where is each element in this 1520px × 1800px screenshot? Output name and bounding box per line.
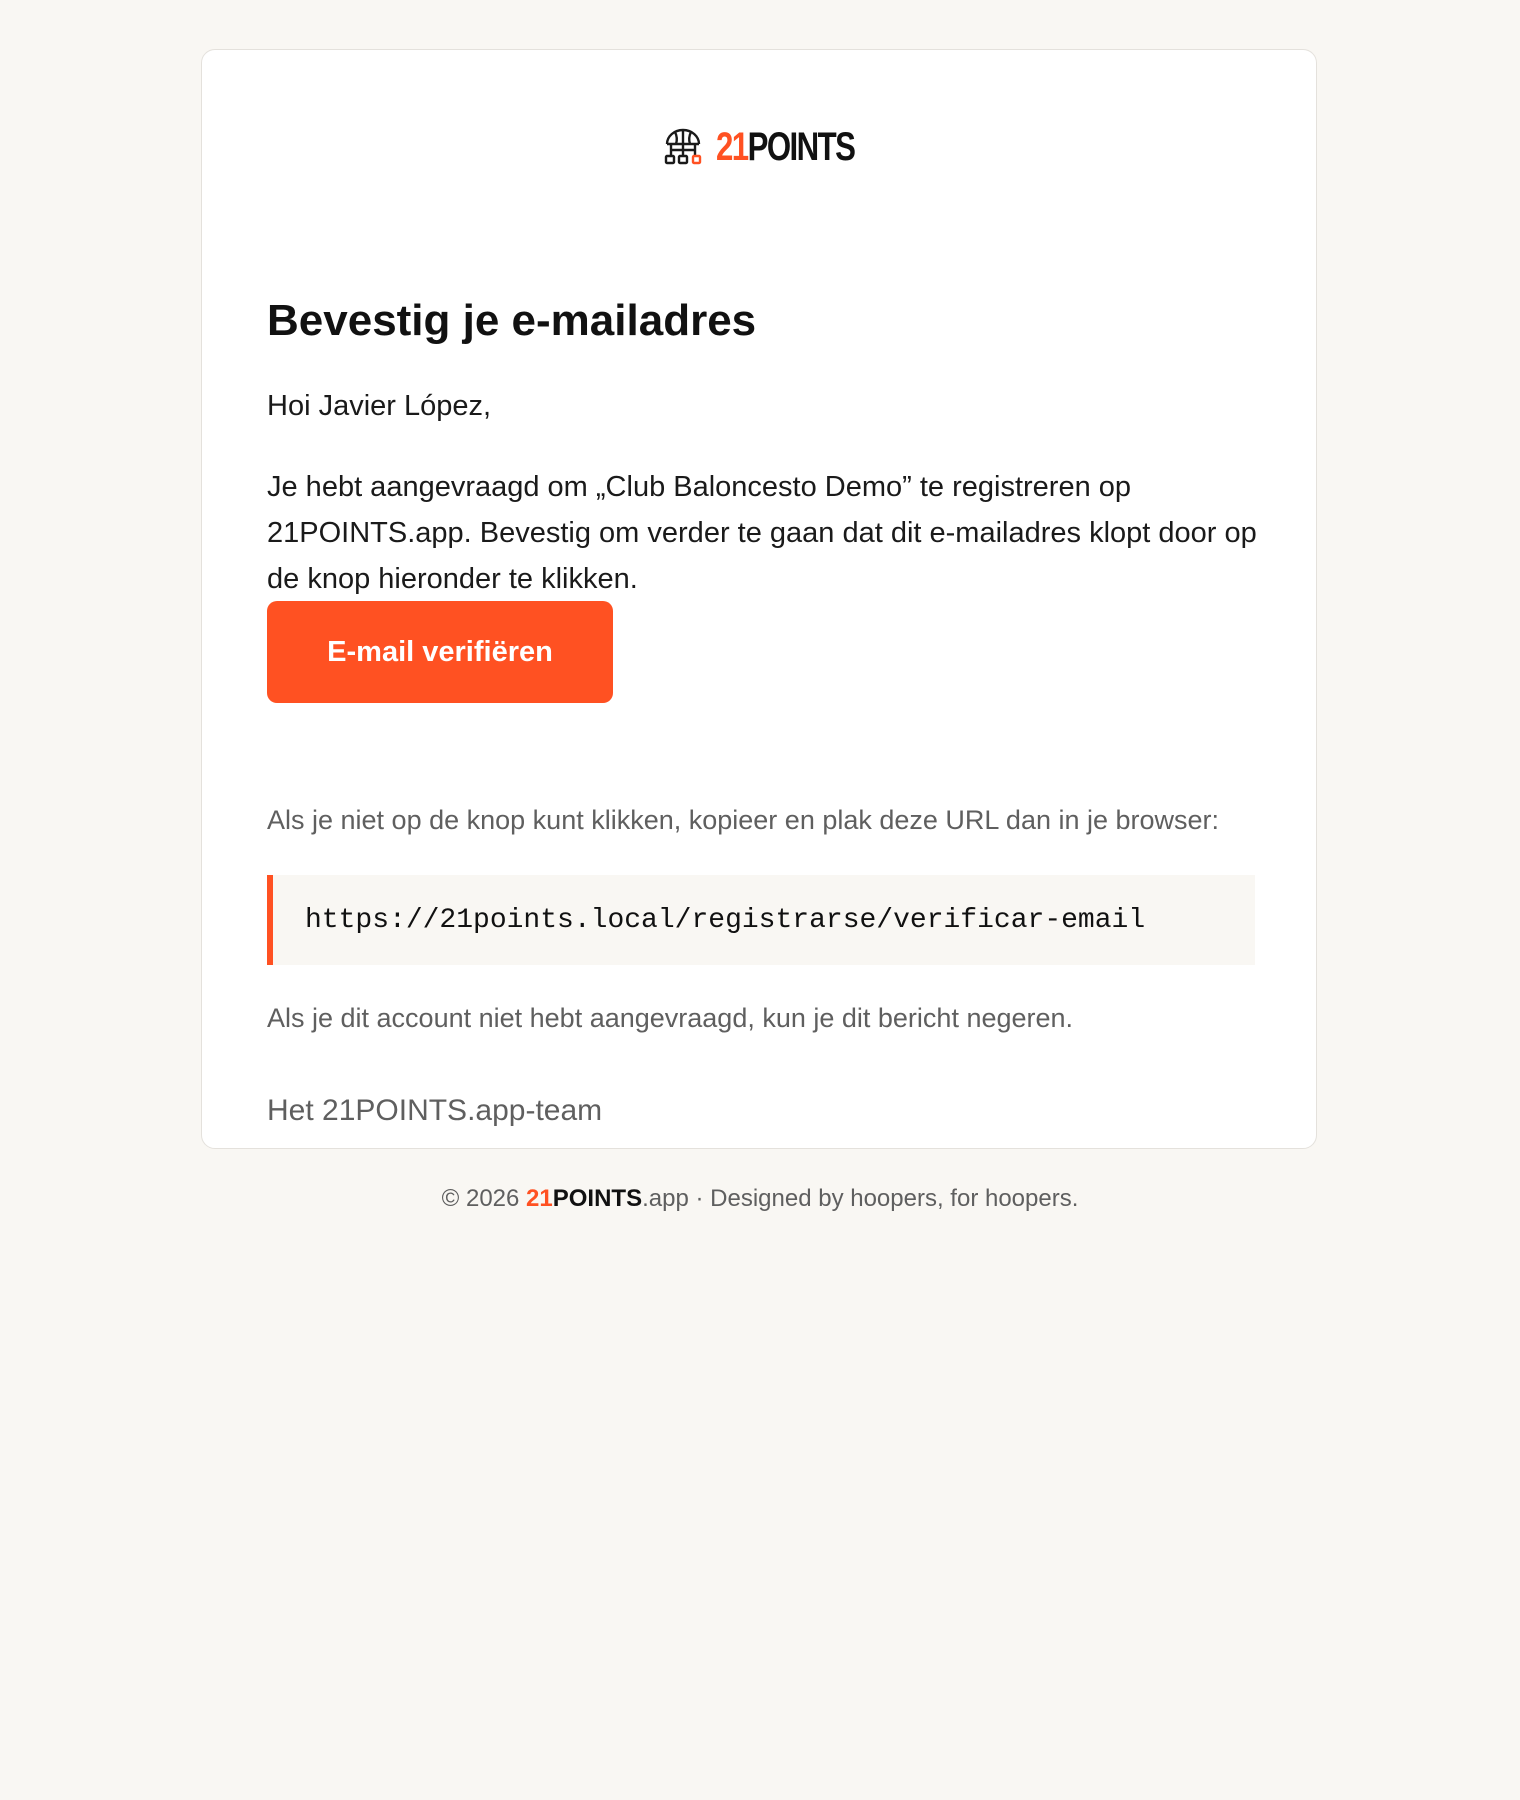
url-hint: Als je niet op de knop kunt klikken, kopieer en plak deze URL dan in je browser: [267,805,1220,835]
footer-brand [526,1185,642,1212]
basketball-bracket-icon [662,126,704,168]
footer-tagline: · Designed by hoopers, for hoopers. [695,1185,1079,1212]
brand-wordmark-accent: 21 [716,125,748,169]
verification-url-box [267,875,1255,965]
footer-brand-accent: 21 [526,1185,553,1212]
email-footer [0,1183,1520,1215]
verify-email-button[interactable]: E-mail verifiëren [267,601,613,703]
email-greeting: Hoi Javier López, [267,390,492,422]
email-signoff: Het 21POINTS.app-team [267,1094,603,1127]
email-body: Je hebt aangevraagd om „Club Baloncesto Demo” te registreren op 21POINTS.app. Bevestig om verder te gaan dat dit e-mailadres klopt door op de knop hieronder te klikken. [267,471,1257,595]
email-card [201,49,1317,1149]
brand-logo [202,123,1316,171]
brand-wordmark [716,125,855,169]
ignore-note: Als je dit account niet hebt aangevraagd, kun je dit bericht negeren. [267,1003,1074,1033]
brand-wordmark-rest: POINTS [747,125,855,169]
verification-url[interactable]: https://21points.local/registrarse/verificar-email [305,904,1146,936]
email-title: Bevestig je e-mailadres [267,296,757,345]
footer-domain-suffix: .app [642,1185,689,1212]
footer-brand-rest: POINTS [552,1185,643,1212]
footer-copyright: © 2026 [441,1185,520,1212]
